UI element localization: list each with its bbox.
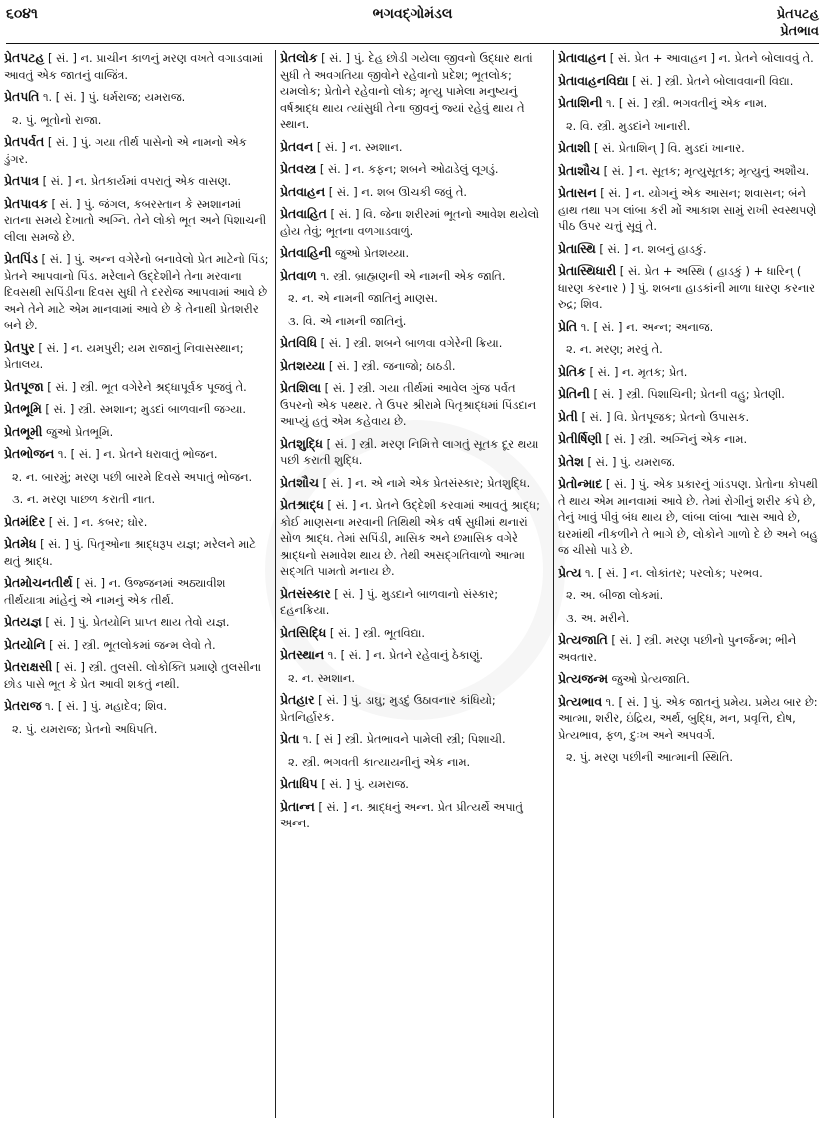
headword: પ્રેતપિંડ <box>4 251 38 266</box>
definition-text: [ સં. ] પું. અન્ન વગેરેનો બનાવેલો પ્રેત માટેનો પિંડ; પ્રેતને આપવાનો પિંડ. મરેલાને ઉદ્દેશીને તેના મરવાના દિવસથી સપિંડીના દિવસ સુધી તે દરરોજ આપવામાં આવે છે અને તેને માટે એમ માનવામાં આવે છે કે તેનાથી પ્રેતશરીર બને છે. <box>4 252 269 332</box>
headword: પ્રેતમેધ <box>4 536 37 551</box>
column-1 <box>4 50 270 1118</box>
definition-text: ૨. ન. સ્મશાન. <box>288 670 356 685</box>
headword: પ્રેતવન <box>280 138 314 154</box>
dictionary-sense <box>280 754 548 771</box>
headword: પ્રેતવાહિત <box>280 206 327 221</box>
headword: પ્રેતપર્વત <box>4 134 45 149</box>
dictionary-sense <box>280 670 548 687</box>
definition-text: [ સં. ] પું. દેહ છોડી ગયેલા જીવનો ઉદ્ધાર થતાં સુધી તે અવગતિયા જીવોને રહેવાનો પ્રદેશ; ભૂતલોક; યમલોક; પ્રેતોને રહેવાનો લોક; મૃત્યુ પામેલા મનુષ્યનું વર્ષશ્રાદ્ધ થાય ત્યાંસુધી તેના જીવનું જ્યાં રહેવું થાય તે સ્થાન. <box>280 51 533 131</box>
headword: પ્રેતાન્ન <box>280 798 315 814</box>
definition-text: [ સં. ] સ્ત્રી. ભૂતલોકમાં જન્મ લેવો તે. <box>49 637 216 652</box>
header-rule <box>6 43 819 44</box>
dictionary-entry <box>280 139 548 156</box>
definition-text: ૧. [ સં. ] ન. અન્ન; અનાજ. <box>580 319 714 334</box>
dictionary-entry <box>558 409 821 426</box>
definition-text: ૧. સ્ત્રી. બ્રાહ્મણની એ નામની એક જાતિ. <box>320 268 506 283</box>
definition-text: જુઓ પ્રેત્યજાતિ. <box>611 672 690 686</box>
dictionary-entry <box>280 731 548 748</box>
definition-text: [ સં. ] પું. યમરાજ. <box>321 777 409 791</box>
headword: પ્રેતપતિ <box>4 89 40 104</box>
definition-text: [ સં. ] પું. જંગલ, કબરસ્તાન કે સ્મશાનમાં રાતના સમયે દેખાતો અગ્નિ. તેને લોકો ભૂત અને પિશાચની લીલા સમજે છે. <box>4 196 267 244</box>
headword: પ્રેતસિદ્ધિ <box>280 624 327 640</box>
definition-text: ૧. [ સં. ] ન. પ્રેતને રહેવાનું ઠેકાણું. <box>327 648 483 662</box>
headword: પ્રેતયજ્ઞ <box>4 614 42 629</box>
dictionary-entry <box>280 184 548 201</box>
definition-text: [ સં. ] સ્ત્રી. પ્રેતને બોલાવવાની વિદ્યા. <box>632 73 794 88</box>
dictionary-entry <box>4 637 270 654</box>
definition-text: જુઓ પ્રેતભૂમિ. <box>46 424 114 439</box>
definition-text: [ સં. ] સ્ત્રી. મરણ પછીનો પુનર્જન્મ; ભીને અવતાર. <box>558 633 797 664</box>
dictionary-sense <box>280 290 548 307</box>
headword: પ્રેતીર્ષિણી <box>558 431 602 446</box>
dictionary-sense <box>558 118 821 135</box>
definition-text: [ સં. ] પું. યમરાજ. <box>587 454 676 469</box>
dictionary-entry <box>280 625 548 642</box>
dictionary-entry <box>4 251 270 334</box>
headword: પ્રેતશુદ્ધિ <box>280 435 323 451</box>
definition-text: [ સં. ] સ્ત્રી. પિશાચિની; પ્રેતની વહુ; પ્રેતણી. <box>593 387 785 401</box>
definition-text: [ સં. ] ન. સ્મશાન. <box>316 139 403 154</box>
dictionary-entry <box>558 632 821 665</box>
columns <box>4 50 821 1118</box>
dictionary-entry <box>280 586 548 619</box>
dictionary-sense <box>558 749 821 766</box>
definition-text: [ સં. ] વિ. જેના શરીરમાં ભૂતનો આવેશ થયેલો હોય તેવું; ભૂતના વળગાડવાળું. <box>280 207 540 238</box>
headword: પ્રેતશ્રાદ્ધ <box>280 497 324 512</box>
definition-text: [ સં. ] સ્ત્રી. સ્મશાન; મુડદાં બાળવાની જગ્યા. <box>45 402 246 416</box>
headword: પ્રેતલોક <box>280 50 318 65</box>
definition-text: [ સં. ] સ્ત્રી. અગ્નિનું એક નામ. <box>605 432 748 446</box>
dictionary-entry <box>4 659 270 692</box>
headword: પ્રેતી <box>558 408 578 424</box>
page-header <box>6 6 819 46</box>
definition-text: [ સં. ] ન. ઉજ્જનમાં અઠ્યાવીશ તીર્થયાત્રા માંહેનું એ નામનું એક તીર્થ. <box>4 576 226 607</box>
definition-text: ૧. [ સં. ] સ્ત્રી. ભગવતીનું એક નામ. <box>606 96 768 110</box>
definition-text: ૨. ન. એ નામની જાતિનું માણસ. <box>288 291 438 305</box>
dictionary-entry <box>280 647 548 664</box>
headword: પ્રેતિક <box>558 363 586 379</box>
headword: પ્રેતહાર <box>280 692 315 707</box>
headword: પ્રેતશિલા <box>280 380 322 395</box>
dictionary-entry <box>4 536 270 569</box>
definition-text: [ સં. ] સ્ત્રી. જનાજો; ઠાઠડી. <box>328 358 456 373</box>
headword: પ્રેત્યજન્મ <box>558 671 609 686</box>
headword: પ્રેતસ્થાન <box>280 647 325 662</box>
dictionary-sense <box>4 491 270 508</box>
dictionary-entry <box>4 424 270 441</box>
dictionary-entry <box>4 514 270 531</box>
dictionary-entry <box>558 565 821 582</box>
headword: પ્રેતવાહિની <box>280 245 332 260</box>
headword: પ્રેતા <box>280 731 300 746</box>
column-3 <box>558 50 821 1118</box>
definition-text: [ સં. પ્રેત + આવાહન ] ન. પ્રેતને બોલાવવું તે. <box>609 51 814 65</box>
dictionary-entry <box>280 380 548 430</box>
dictionary-entry <box>4 89 270 106</box>
dictionary-entry <box>4 134 270 167</box>
definition-text: ૨. અ. બીજા લોકમાં. <box>566 588 664 602</box>
dictionary-entry <box>4 50 270 83</box>
dictionary-entry <box>280 268 548 285</box>
dictionary-entry <box>558 386 821 403</box>
headword: પ્રેતાસન <box>558 185 597 200</box>
definition-text: [ સં. ] ન. શબનું હાડકું. <box>599 241 707 256</box>
dictionary-entry <box>558 476 821 559</box>
definition-text: ૨. પું. ભૂતોનો રાજા. <box>12 112 102 127</box>
dictionary-entry <box>558 185 821 235</box>
headword: પ્રેતશય્યા <box>280 357 326 373</box>
dictionary-entry <box>4 446 270 463</box>
headword: પ્રેતવિધિ <box>280 335 318 350</box>
definition-text: [ સં. ] ન. યમપુરી; યમ રાજાનું નિવાસસ્થાન; પ્રેતાલય. <box>4 340 244 371</box>
dictionary-entry <box>558 319 821 336</box>
definition-text: ૩. વિ. એ નામની જાતિનું. <box>288 313 407 328</box>
headword: પ્રેતયોનિ <box>4 636 46 652</box>
headword: પ્રેત્યભાવ <box>558 693 603 709</box>
dictionary-entry <box>280 245 548 262</box>
dictionary-entry <box>280 692 548 725</box>
dictionary-entry <box>4 340 270 373</box>
dictionary-entry <box>280 475 548 492</box>
definition-text: [ સં. ] ન. કબર; ઘોર. <box>48 514 148 529</box>
definition-text: ૧. [ સં. ] પું. મહાદેવ; શિવ. <box>45 699 168 713</box>
headword: પ્રેતાવાહનવિદ્યા <box>558 72 629 88</box>
headword: પ્રેતાશી <box>558 140 591 155</box>
definition-text: [ સં. ] વિ. પ્રેતપૂજક; પ્રેતનો ઉપાસક. <box>581 409 750 424</box>
dictionary-entry <box>280 436 548 469</box>
headword: પ્રેતપાત્ર <box>4 173 39 188</box>
definition-text: ૨. સ્ત્રી. ભગવતી કાત્યાયનીનું એક નામ. <box>288 754 471 769</box>
headword: પ્રેતભૂમિ <box>4 401 42 416</box>
dictionary-entry <box>4 173 270 190</box>
definition-text: ૨. ન. બારમું; મરણ પછી બારમે દિવસે અપાતું ભોજન. <box>12 469 253 484</box>
headword: પ્રેતિ <box>558 318 578 334</box>
headword: પ્રેતસંસ્કાર <box>280 585 331 601</box>
definition-text: ૧. [ સં. ] પું. ધર્મરાજ; યમરાજ. <box>42 90 186 104</box>
headword: પ્રેતાશિની <box>558 95 603 110</box>
definition-text: ૨. વિ. સ્ત્રી. મુડદાંને ખાનારી. <box>566 118 691 133</box>
dictionary-sense <box>4 469 270 486</box>
definition-text: [ સં. ] પું. ડાઘુ; મુડદું ઉઠાવનાર કાંધિયો; પ્રેતનિર્હારક. <box>280 693 496 724</box>
dictionary-entry <box>280 358 548 375</box>
headword: પ્રેતાવાહન <box>558 50 607 65</box>
dictionary-entry <box>558 671 821 688</box>
headword: પ્રેતપટહ <box>4 50 45 65</box>
dictionary-entry <box>4 379 270 396</box>
dictionary-entry <box>280 776 548 793</box>
definition-text: [ સં. ] ન. કફન; શબને ઓઢાડેલું લૂગડું. <box>319 162 499 176</box>
definition-text: [ સં. ] ન. પ્રાચીન કાળનું મરણ વખતે વગાડવામાં આવતું એક જાતનું વાજિંત્ર. <box>4 51 264 82</box>
definition-text: [ સં. પ્રેત + અસ્થિ ( હાડકું ) + ધારિન્ ( ધારણ કરનાર ) ] પું. શબના હાડકાંની માળા ધારણ કરનાર રુદ્ર; શિવ. <box>558 264 816 311</box>
dictionary-entry <box>558 263 821 313</box>
definition-text: [ સં. ] ન. એ નામે એક પ્રેતસંસ્કાર; પ્રેતશુદ્ધિ. <box>322 475 531 490</box>
dictionary-entry <box>558 454 821 471</box>
dictionary-entry <box>280 497 548 580</box>
dictionary-entry <box>4 698 270 715</box>
headword: પ્રેતપાવક <box>4 195 48 211</box>
dictionary-entry <box>558 431 821 448</box>
headword: પ્રેતરાજ <box>4 698 42 713</box>
guide-word-bottom: પ્રેતભાવ <box>780 24 819 39</box>
dictionary-entry <box>558 163 821 180</box>
definition-text: [ સં. ] પું. એક પ્રકારનું ગાંડપણ. પ્રેતોના કોપથી તે થાય એમ માનવામાં આવે છે. તેમાં રોગીનું શરીર કંપે છે, તેનું ખાવું પીવું બંધ થાય છે, લાંબા લાંબા શ્વાસ આવે છે, ઘરમાંથી નીકળીને તે ભાગે છે, લોકોને ગાળો દે છે અને બહુ જ ચીસો પાડે છે. <box>558 477 818 557</box>
definition-text: [ સં. પ્રેતાશિન્ ] વિ. મુડદાં ખાનાર. <box>594 141 745 155</box>
headword: પ્રેતમોચનતીર્થ <box>4 575 73 590</box>
headword: પ્રેતાસ્થિધારી <box>558 263 617 278</box>
definition-text: ૧. [ સં. ] ન. પ્રેતને ધરાવાતું ભોજન. <box>57 447 218 461</box>
definition-text: [ સં. ] ન. યોગનું એક આસન; શવાસન; બંને હાથ તથા પગ લાંબા કરી મોં આકાશ સામું રાખી સ્વસ્થપણે પીઠ ઉપર ચત્તું સૂવું તે. <box>558 186 817 233</box>
headword: પ્રેતશૌચ <box>280 474 319 490</box>
headword: પ્રેત્યજાતિ <box>558 632 608 647</box>
definition-text: [ સં. ] પું. પ્રેતયોનિ પ્રાપ્ત થાય તેવો યજ્ઞ. <box>45 615 230 629</box>
definition-text: ૩. અ. મરીને. <box>566 610 630 625</box>
headword: પ્રેત્ય <box>558 564 582 580</box>
definition-text: [ સં. ] પું. પિતૃઓના શ્રાદ્ધરૂપ યજ્ઞ; મરેલને માટે થતું શ્રાદ્ધ. <box>4 537 256 568</box>
column-2 <box>280 50 548 1118</box>
headword: પ્રેતરાક્ષસી <box>4 659 53 674</box>
dictionary-entry <box>4 196 270 246</box>
dictionary-entry <box>280 206 548 239</box>
definition-text: જુઓ પ્રેતશય્યા. <box>335 246 410 260</box>
dictionary-entry <box>280 161 548 178</box>
definition-text: [ સં. ] ન. સૂતક; મૃત્યુસૂતક; મૃત્યુનું અશૌચ. <box>603 163 810 178</box>
dictionary-entry <box>558 50 821 67</box>
dictionary-sense <box>558 610 821 627</box>
definition-text: ૧. [ સં. ] પું. એક જાતનું પ્રમેય. પ્રમેય બાર છે: આત્મા, શરીર, ઇંદ્રિય, અર્થ, બુદ્ધિ, મન, પ્રવૃત્તિ, દોષ, પ્રેત્યભાવ, ફળ, દુઃખ અને અપવર્ગ. <box>558 694 818 742</box>
dictionary-sense <box>558 341 821 358</box>
guide-word-top: પ્રેતપટહ <box>776 7 819 22</box>
definition-text: [ સં. ] સ્ત્રી. શબને બાળવા વગેરેની ક્રિયા. <box>320 336 503 350</box>
headword: પ્રેતવસ્ત્ર <box>280 161 317 176</box>
definition-text: [ સં. ] સ્ત્રી. મરણ નિમિત્તે લાગતું સૂતક દૂર થયા પછી કરાતી શુદ્ધિ. <box>280 436 539 467</box>
definition-text: ૧. [ સં ] સ્ત્રી. પ્રેતભાવને પામેલી સ્ત્રી; પિશાચી. <box>302 732 506 746</box>
dictionary-entry <box>4 401 270 418</box>
dictionary-entry <box>558 95 821 112</box>
definition-text: [ સં. ] ન. મૃતક; પ્રેત. <box>589 364 688 379</box>
headword: પ્રેતભોજન <box>4 446 55 461</box>
dictionary-sense <box>558 587 821 604</box>
definition-text: [ સં. ] પું. મુડદાને બાળવાનો સંસ્કાર; દહનક્રિયા. <box>280 586 499 617</box>
headword: પ્રેતાધિપ <box>280 776 318 791</box>
dictionary-entry <box>280 335 548 352</box>
headword: પ્રેતવાળ <box>280 267 317 283</box>
definition-text: [ સં. ] સ્ત્રી. ગયા તીર્થમાં આવેલ ગુંજ પર્વત ઉપરનો એક પથ્થર. તે ઉપર શ્રીરામે પિતૃશ્રાદ્ધમાં પિંડદાન આપ્યું હતું એમ કહેવાય છે. <box>280 381 537 428</box>
definition-text: [ સં. ] ન. શબ ઊચકી જવું તે. <box>328 184 468 199</box>
page-title: ભગવદ્ગોમંડલ <box>372 6 453 22</box>
definition-text: ૧. [ સં. ] ન. લોકાંતર; પરલોક; પરભવ. <box>585 565 763 580</box>
dictionary-entry <box>280 50 548 133</box>
definition-text: ૨. ન. મરણ; મરવું તે. <box>566 342 663 356</box>
dictionary-entry <box>558 140 821 157</box>
dictionary-entry <box>280 799 548 832</box>
dictionary-entry <box>558 694 821 744</box>
dictionary-entry <box>4 575 270 608</box>
dictionary-entry <box>558 73 821 90</box>
definition-text: ૩. ન. મરણ પાછળ કરાતી નાત. <box>12 492 156 506</box>
definition-text: [ સં. ] સ્ત્રી. તુલસી. લોકોક્તિ પ્રમાણે તુલસીના છોડ પાસે ભૂત કે પ્રેત આવી શકતું નથી. <box>4 660 262 691</box>
headword: પ્રેતોન્માદ <box>558 476 603 491</box>
dictionary-sense <box>4 721 270 738</box>
headword: પ્રેતેશ <box>558 453 584 469</box>
dictionary-entry <box>558 364 821 381</box>
headword: પ્રેતાશૌચ <box>558 162 600 178</box>
headword: પ્રેતમંદિર <box>4 513 46 529</box>
page-number: ૬૦૪૧ <box>6 6 38 22</box>
definition-text: [ સં. ] ન. પ્રેતકાર્યમાં વપરાતું એક વાસણ. <box>42 174 232 188</box>
dictionary-sense <box>280 313 548 330</box>
headword: પ્રેતપૂજા <box>4 378 44 394</box>
headword: પ્રેતિની <box>558 386 590 401</box>
dictionary-entry <box>4 614 270 631</box>
definition-text: ૨. પું. યમરાજ; પ્રેતનો અધિપતિ. <box>12 721 158 736</box>
definition-text: ૨. પું. મરણ પછીની આત્માની સ્થિતિ. <box>566 750 734 764</box>
definition-text: [ સં. ] સ્ત્રી. ભૂત વગેરેને શ્રદ્ધાપૂર્વક પૂજવું તે. <box>47 379 247 394</box>
headword: પ્રેતવાહન <box>280 183 326 199</box>
dictionary-sense <box>4 112 270 129</box>
dictionary-entry <box>558 241 821 258</box>
headword: પ્રેતાસ્થિ <box>558 240 596 256</box>
definition-text: [ સં. ] સ્ત્રી. ભૂતવિદ્યા. <box>329 625 426 640</box>
definition-text: [ સં. ] ન. શ્રાદ્ધનું અન્ન. પ્રેત પ્રીત્યર્થે અપાતું અન્ન. <box>280 799 523 830</box>
definition-text: [ સં. ] ન. પ્રેતને ઉદ્દેશી કરવામાં આવતું શ્રાદ્ધ; કોઈ માણસના મરવાની તિથિથી એક વર્ષ સુધીમાં થનારાં સોળ શ્રાદ્ધ. તેમાં સપિંડી, માસિક અને છમાસિક વગેરે શ્રાદ્ધનો સમાવેશ થાય છે. તેથી અસદ્ગતિવાળો આત્મા સદ્ગતિ પામતો મનાય છે. <box>280 498 540 578</box>
guide-words <box>777 6 819 40</box>
definition-text: [ સં. ] પું. ગયા તીર્થ પાસેનો એ નામનો એક ડુંગર. <box>4 135 247 166</box>
headword: પ્રેતપુર <box>4 339 35 355</box>
headword: પ્રેતભૂમી <box>4 423 43 439</box>
